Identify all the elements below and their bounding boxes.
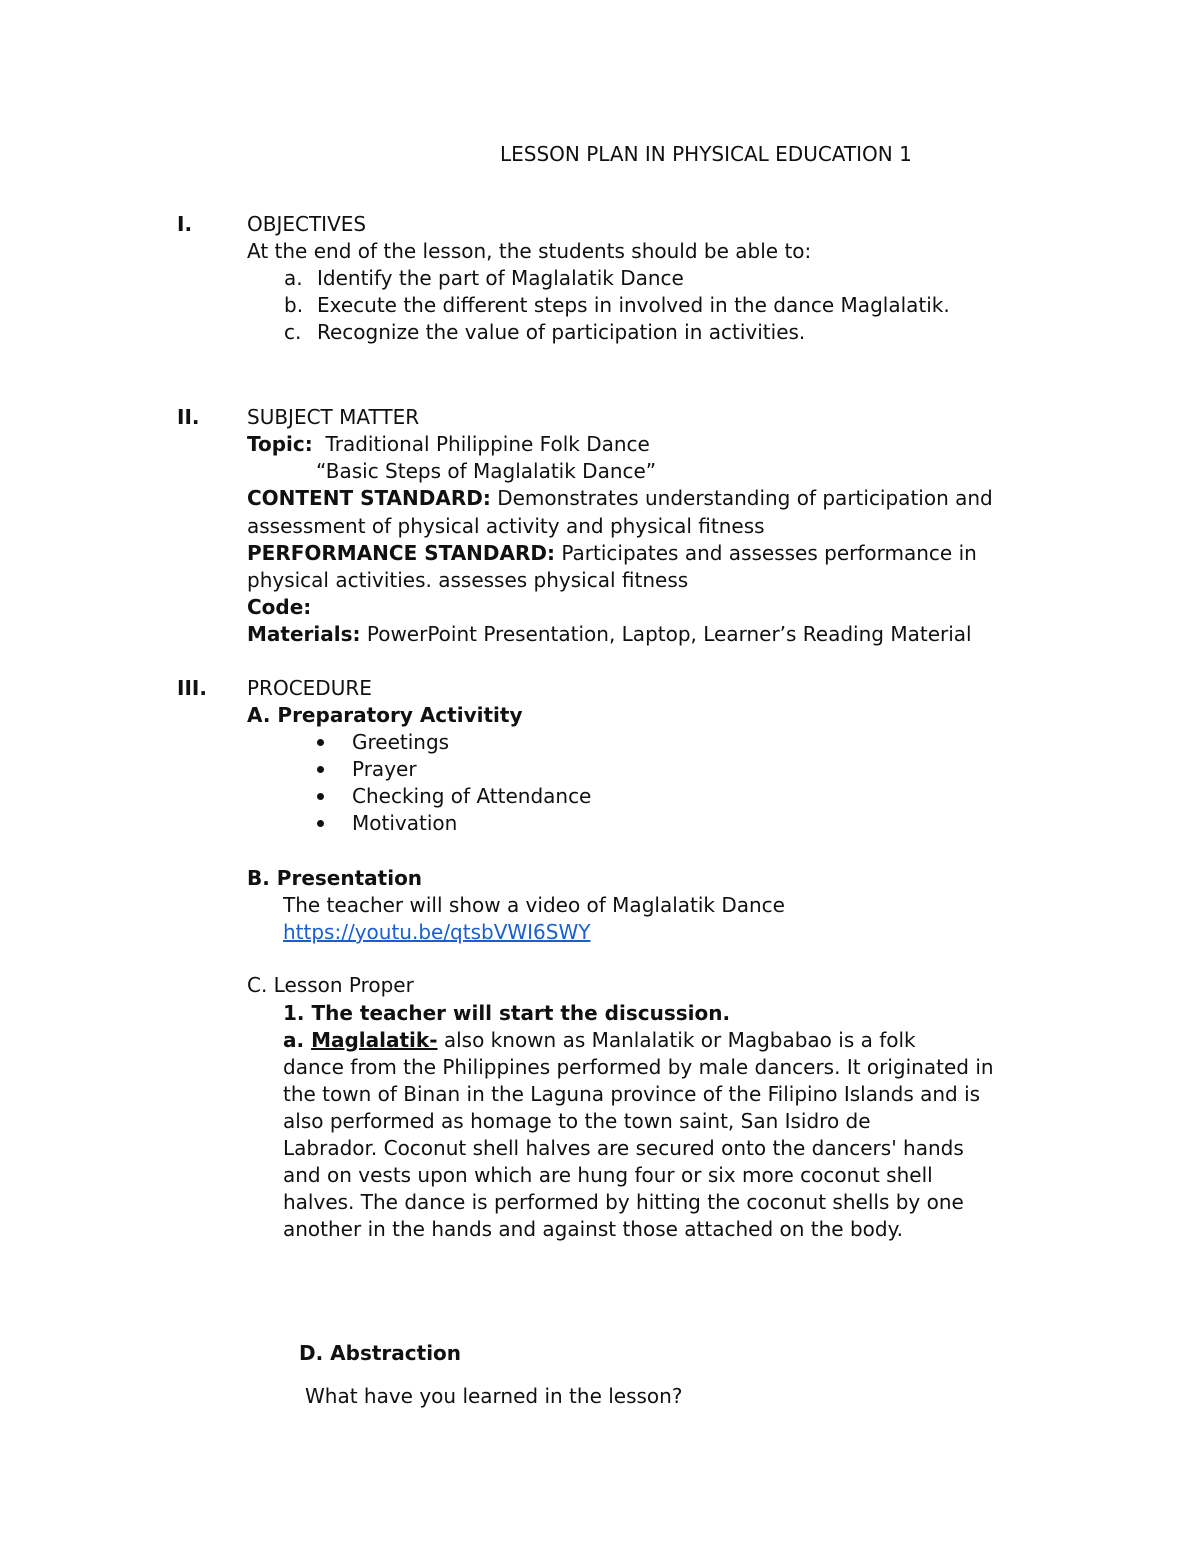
content-standard-text: Demonstrates understanding of participation and <box>497 486 993 510</box>
objective-b-text: Execute the different steps in involved in the dance Maglalatik. <box>317 293 950 317</box>
bullet-icon <box>317 739 324 746</box>
code-label: Code: <box>247 595 312 619</box>
video-link[interactable]: https://youtu.be/qtsbVWI6SWY <box>283 920 591 944</box>
maglalatik-text-5: Labrador. Coconut shell halves are secured onto the dancers' hands <box>283 1136 964 1160</box>
subject-matter-numeral: II. <box>177 405 200 429</box>
objectives-heading: OBJECTIVES <box>247 212 367 236</box>
maglalatik-prefix: a. <box>283 1028 312 1052</box>
procedure-heading: PROCEDURE <box>247 676 372 700</box>
objective-c-text: Recognize the value of participation in activities. <box>317 320 806 344</box>
objectives-intro: At the end of the lesson, the students should be able to: <box>247 239 812 263</box>
performance-standard-label: PERFORMANCE STANDARD: <box>247 541 555 565</box>
subject-matter-heading: SUBJECT MATTER <box>247 405 420 429</box>
objective-a-text: Identify the part of Maglalatik Dance <box>317 266 684 290</box>
topic-label: Topic: <box>247 432 313 456</box>
content-standard-label: CONTENT STANDARD: <box>247 486 491 510</box>
maglalatik-line-1 <box>283 1027 916 1054</box>
materials-value: PowerPoint Presentation, Laptop, Learner’s Reading Material <box>366 622 972 646</box>
presentation-text: The teacher will show a video of Maglalatik Dance <box>283 893 785 917</box>
abstraction-heading: D. Abstraction <box>299 1341 462 1365</box>
performance-standard-line <box>247 540 977 567</box>
bullet-icon <box>317 766 324 773</box>
materials-label: Materials: <box>247 622 361 646</box>
maglalatik-text-1: also known as Manlalatik or Magbabao is a folk <box>437 1028 916 1052</box>
objectives-numeral: I. <box>177 212 193 236</box>
list-item-motivation: Motivation <box>352 811 458 835</box>
objective-a-letter: a. <box>284 266 303 290</box>
discussion-subheading: 1. The teacher will start the discussion. <box>283 1001 731 1025</box>
abstraction-question: What have you learned in the lesson? <box>305 1384 683 1408</box>
bullet-icon <box>317 793 324 800</box>
performance-standard-text-2: physical activities. assesses physical fitness <box>247 568 689 592</box>
bullet-icon <box>317 820 324 827</box>
maglalatik-text-6: and on vests upon which are hung four or six more coconut shell <box>283 1163 933 1187</box>
list-item-greetings: Greetings <box>352 730 450 754</box>
lesson-proper-heading: C. Lesson Proper <box>247 973 414 997</box>
maglalatik-text-3: the town of Binan in the Laguna province of the Filipino Islands and is <box>283 1082 981 1106</box>
maglalatik-text-8: another in the hands and against those attached on the body. <box>283 1217 903 1241</box>
procedure-numeral: III. <box>177 676 207 700</box>
maglalatik-text-7: halves. The dance is performed by hitting the coconut shells by one <box>283 1190 964 1214</box>
content-standard-line <box>247 485 993 512</box>
maglalatik-text-4: also performed as homage to the town saint, San Isidro de <box>283 1109 871 1133</box>
content-standard-text-2: assessment of physical activity and physical fitness <box>247 514 765 538</box>
page-title: LESSON PLAN IN PHYSICAL EDUCATION 1 <box>500 142 912 166</box>
preparatory-heading: A. Preparatory Activitity <box>247 703 523 727</box>
presentation-heading: B. Presentation <box>247 866 423 890</box>
maglalatik-term: Maglalatik- <box>311 1028 438 1052</box>
objective-b-letter: b. <box>284 293 304 317</box>
objective-c-letter: c. <box>284 320 302 344</box>
list-item-prayer: Prayer <box>352 757 417 781</box>
topic-subtitle: “Basic Steps of Maglalatik Dance” <box>316 459 657 483</box>
performance-standard-text: Participates and assesses performance in <box>561 541 977 565</box>
maglalatik-text-2: dance from the Philippines performed by male dancers. It originated in <box>283 1055 994 1079</box>
topic-value: Traditional Philippine Folk Dance <box>325 432 650 456</box>
materials-line <box>247 621 972 648</box>
topic-line <box>247 431 650 458</box>
list-item-attendance: Checking of Attendance <box>352 784 592 808</box>
